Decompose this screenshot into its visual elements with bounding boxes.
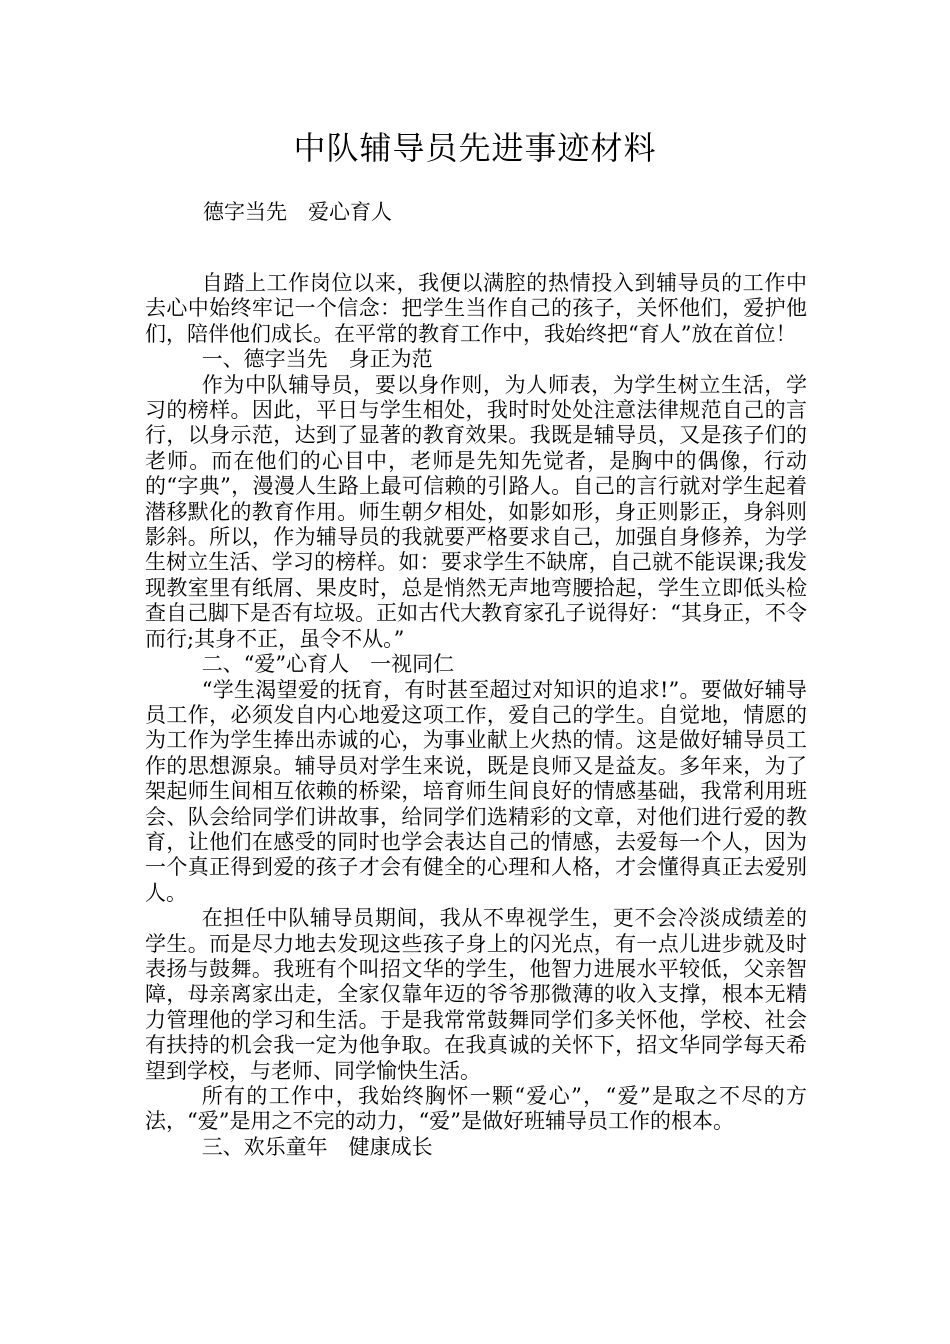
paragraph-section-1: 作为中队辅导员，要以身作则，为人师表，为学生树立生活，学习的榜样。因此，平日与学生相处，我时时处处注意法律规范自己的言行，以身示范，达到了显著的教育效果。我既是辅导员，又是孩子们的老师。而在他们的心目中，老师是先知先觉者，是胸中的偶像，行动的“字典”，漫漫人生路上最可信赖的引路人。自己的言行就对学生起着潜移默化的教育作用。师生朝夕相处，如影如形，身正则影正，身斜则影斜。所以，作为辅导员的我就要严格要求自己，加强自身修养，为学生树立生活、学习的榜样。如：要求学生不缺席，自己就不能误课;我发现教室里有纸屑、果皮时，总是悄然无声地弯腰拾起，学生立即低头检查自己脚下是否有垃圾。正如古代大教育家孔子说得好：“其身正，不令而行;其身不正，虽令不从。” xyxy=(145,372,807,651)
section-heading-1: 一、德字当先 身正为范 xyxy=(201,347,433,372)
paragraph-section-2c: 所有的工作中，我始终胸怀一颗“爱心”，“爱”是取之不尽的方法，“爱”是用之不完的动力，“爱”是做好班辅导员工作的根本。 xyxy=(145,1084,807,1134)
document-body xyxy=(145,271,807,1160)
section-heading-2: 二、“爱”心育人 一视同仁 xyxy=(201,652,455,677)
paragraph-section-2a: “学生渴望爱的抚育，有时甚至超过对知识的追求!”。要做好辅导员工作，必须发自内心地爱这项工作，爱自己的学生。自觉地，情愿的为工作为学生捧出赤诚的心，为事业献上火热的情。这是做好辅导员工作的思想源泉。辅导员对学生来说，既是良师又是益友。多年来，为了架起师生间相互依赖的桥梁，培育师生间良好的情感基础，我常利用班会、队会给同学们讲故事，给同学们选精彩的文章，对他们进行爱的教育，让他们在感受的同时也学会表达自己的情感，去爱每一个人，因为一个真正得到爱的孩子才会有健全的心理和人格，才会懂得真正去爱别人。 xyxy=(145,677,807,905)
document-subtitle: 德字当先 爱心育人 xyxy=(203,200,392,224)
section-heading-3: 三、欢乐童年 健康成长 xyxy=(201,1134,433,1159)
document-title: 中队辅导员先进事迹材料 xyxy=(293,129,657,167)
paragraph-intro: 自踏上工作岗位以来，我便以满腔的热情投入到辅导员的工作中去心中始终牢记一个信念：把学生当作自己的孩子，关怀他们，爱护他们，陪伴他们成长。在平常的教育工作中，我始终把“育人”放在首位！ xyxy=(145,271,807,346)
paragraph-section-2b: 在担任中队辅导员期间，我从不卑视学生，更不会冷淡成绩差的学生。而是尽力地去发现这些孩子身上的闪光点，有一点儿进步就及时表扬与鼓舞。我班有个叫招文华的学生，他智力进展水平较低，父亲智障，母亲离家出走，全家仅靠年迈的爷爷那微薄的收入支撑，根本无精力管理他的学习和生活。于是我常常鼓舞同学们多关怀他，学校、社会有扶持的机会我一定为他争取。在我真诚的关怀下，招文华同学每天希望到学校，与老师、同学愉快生活。 xyxy=(145,906,807,1083)
